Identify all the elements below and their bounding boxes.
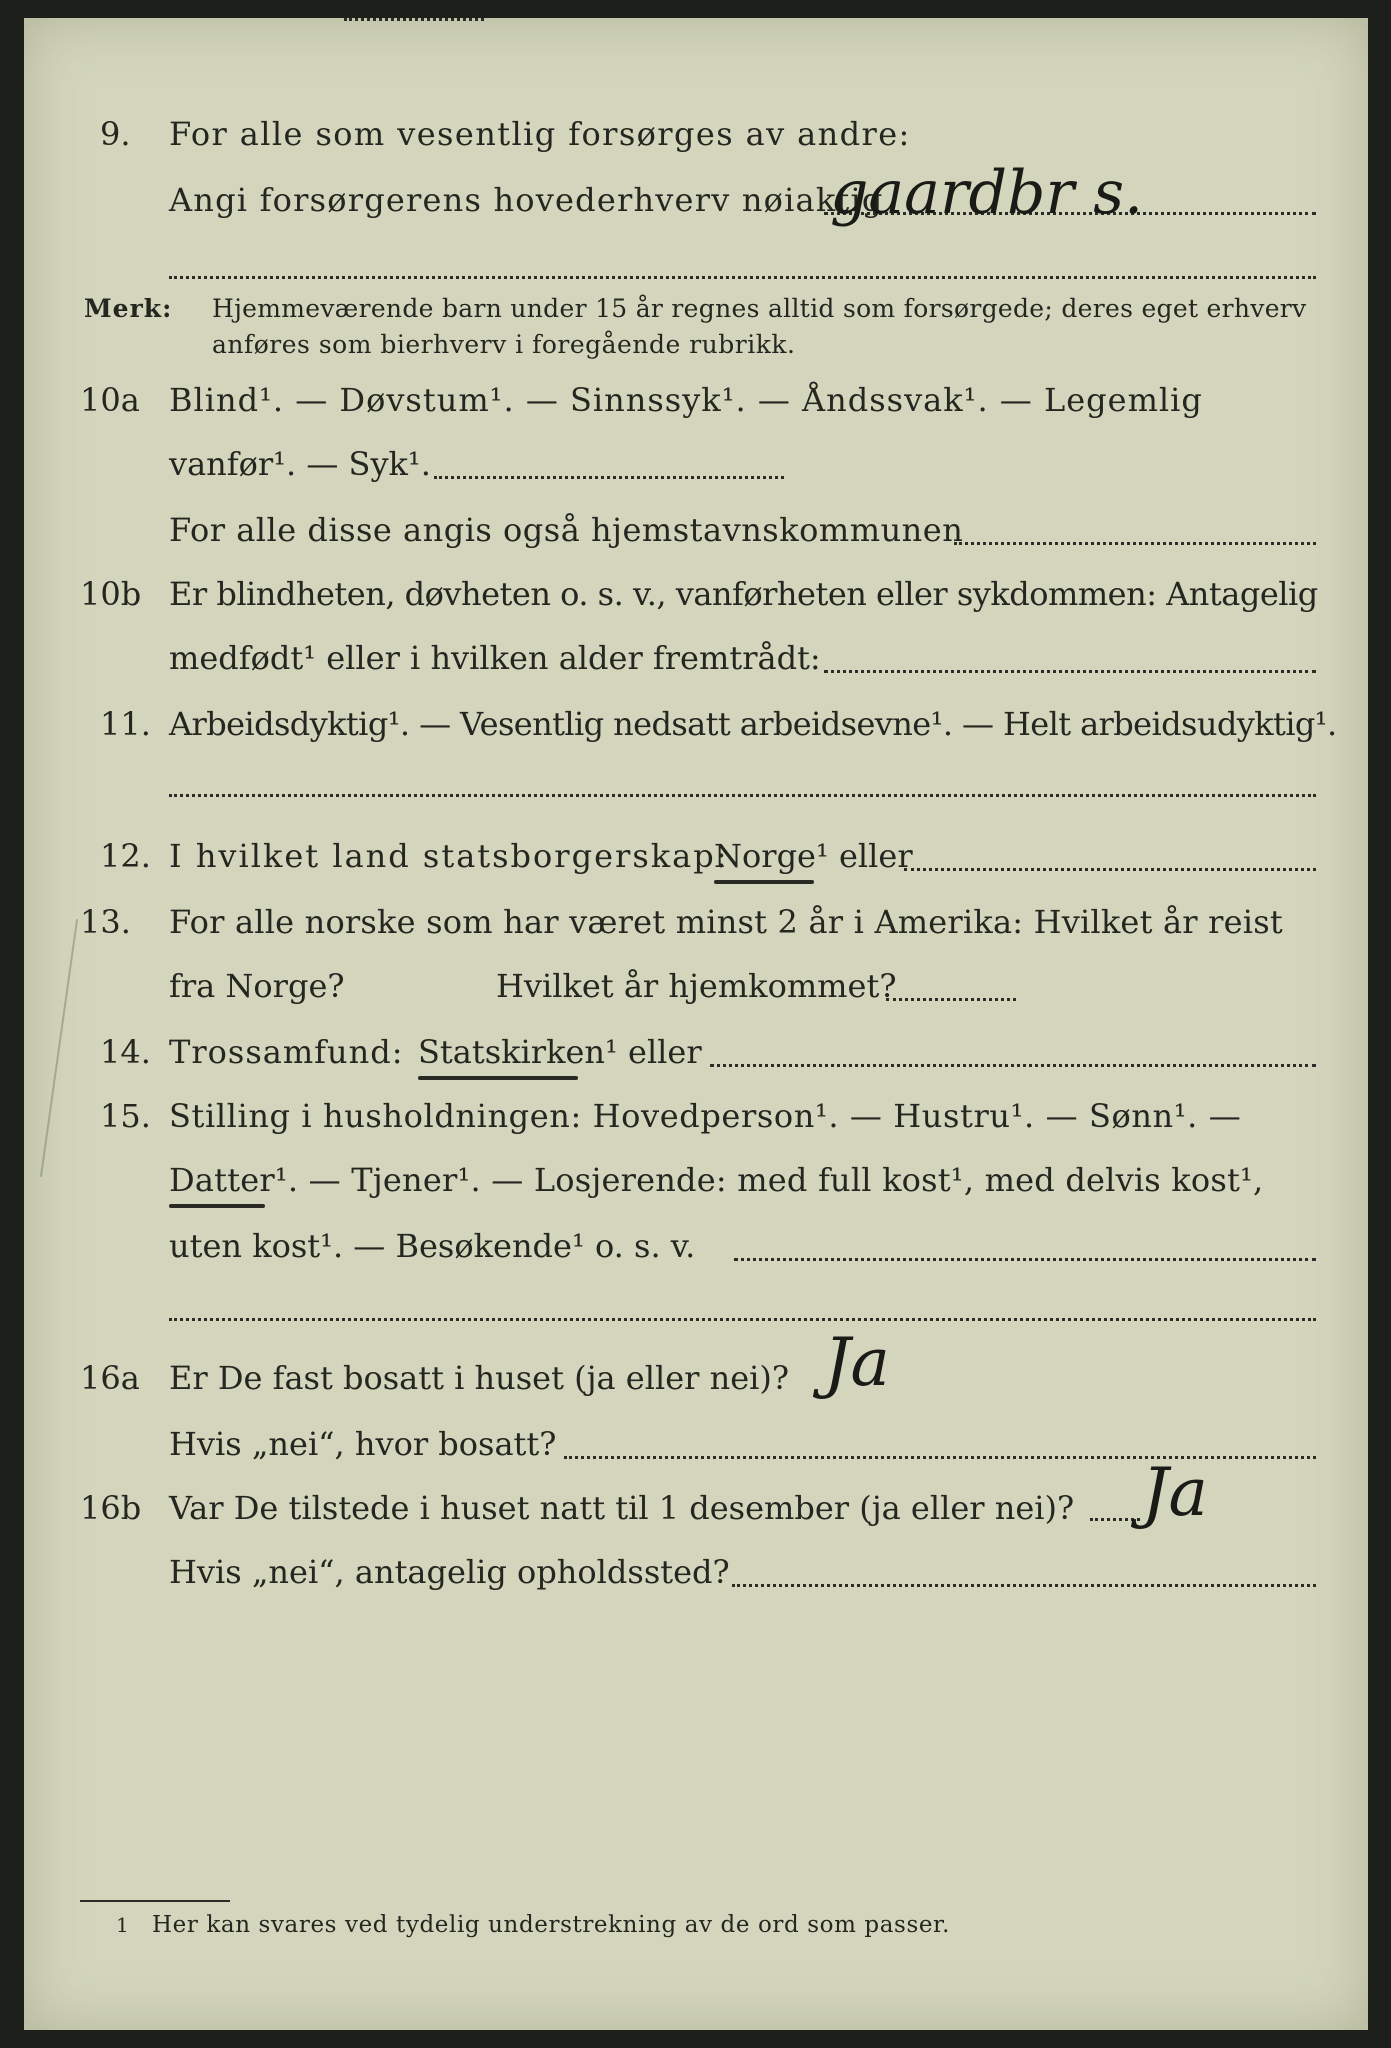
q16a-line1: Er De fast bosatt i huset (ja eller nei)?	[169, 1359, 790, 1397]
q10b-answer-line	[824, 670, 1316, 673]
census-form-page	[24, 18, 1368, 2030]
q9-number: 9.	[100, 115, 131, 153]
q11-line1: Arbeidsdyktig¹. — Vesentlig nedsatt arbeidsevne¹. — Helt arbeidsudyktig¹.	[169, 705, 1337, 743]
q16b-number: 16b	[80, 1489, 142, 1527]
q10b-number: 10b	[80, 575, 142, 613]
q12-label: I hvilket land statsborgerskap:	[169, 837, 729, 875]
merk-line1: Hjemmeværende barn under 15 år regnes alltid som forsørgede; deres eget erhverv	[212, 294, 1307, 323]
q16b-handwritten-answer: Ja	[1142, 1454, 1208, 1531]
q14-statskirken-underline	[418, 1076, 578, 1080]
q15-line1: Stilling i husholdningen: Hovedperson¹. — Hustru¹. — Sønn¹. —	[169, 1097, 1242, 1135]
q14-statskirken-option: Statskirken¹ eller	[418, 1033, 702, 1071]
q14-label: Trossamfund:	[169, 1033, 404, 1071]
q10a-line3: For alle disse angis også hjemstavnskommunen	[169, 511, 964, 549]
merk-line2: anføres som bierhverv i foregående rubrikk.	[212, 330, 796, 359]
footnote-rule	[80, 1900, 230, 1902]
merk-label: Merk:	[84, 294, 173, 323]
q15-number: 15.	[100, 1097, 151, 1135]
q9-extra-line	[169, 276, 1316, 279]
q13-hjemkommet-line	[886, 998, 1016, 1001]
q11-number: 11.	[100, 705, 151, 743]
q14-number: 14.	[100, 1033, 151, 1071]
q13-number: 13.	[80, 903, 131, 941]
q12-answer-line	[904, 868, 1316, 871]
q9-line1: For alle som vesentlig forsørges av andre:	[169, 115, 911, 153]
q16a-handwritten-answer: Ja	[824, 1324, 890, 1401]
q10a-kommune-line	[954, 542, 1316, 545]
q13-reist-line	[344, 18, 484, 21]
q15-line3: uten kost¹. — Besøkende¹ o. s. v.	[169, 1227, 696, 1265]
q9-handwritten-answer: gaardbr s.	[830, 158, 1144, 228]
q12-norge-option: Norge¹ eller	[714, 837, 913, 875]
q12-number: 12.	[100, 837, 151, 875]
q10a-line2: vanfør¹. — Syk¹.	[169, 445, 431, 483]
q11-extra-line	[169, 794, 1316, 797]
q16b-line1: Var De tilstede i huset natt til 1 desember (ja eller nei)?	[169, 1489, 1075, 1527]
q14-answer-line	[710, 1064, 1316, 1067]
q13-hjemkommet-label: Hvilket år hjemkommet?	[496, 967, 897, 1005]
q15-extra-line	[169, 1318, 1316, 1321]
footnote-mark: 1	[116, 1913, 129, 1937]
q15-answer-line	[734, 1258, 1316, 1261]
margin-pencil-mark	[40, 919, 78, 1177]
q16a-number: 16a	[80, 1359, 140, 1397]
q13-line1: For alle norske som har været minst 2 år i Amerika: Hvilket år reist	[169, 903, 1283, 941]
q10a-syk-line	[434, 476, 784, 479]
q10b-line2: medfødt¹ eller i hvilken alder fremtrådt:	[169, 639, 821, 677]
q13-reist-label: fra Norge?	[169, 967, 345, 1005]
q10a-number: 10a	[80, 381, 140, 419]
q16a-line2: Hvis „nei“, hvor bosatt?	[169, 1425, 557, 1463]
q16b-opholdssted-line	[732, 1584, 1316, 1587]
q9-line2: Angi forsørgerens hovederhverv nøiaktig	[169, 181, 884, 219]
q10b-line1: Er blindheten, døvheten o. s. v., vanførheten eller sykdommen: Antagelig	[169, 575, 1318, 613]
q15-datter-underline	[169, 1204, 265, 1208]
q16b-line2: Hvis „nei“, antagelig opholdssted?	[169, 1553, 730, 1591]
q12-norge-underline	[714, 880, 814, 884]
q10a-line1: Blind¹. — Døvstum¹. — Sinnssyk¹. — Åndssvak¹. — Legemlig	[169, 381, 1203, 419]
q15-line2: Datter¹. — Tjener¹. — Losjerende: med full kost¹, med delvis kost¹,	[169, 1161, 1264, 1199]
footnote-text: Her kan svares ved tydelig understrekning av de ord som passer.	[152, 1912, 951, 1938]
q16b-answer-line	[1090, 1518, 1140, 1521]
